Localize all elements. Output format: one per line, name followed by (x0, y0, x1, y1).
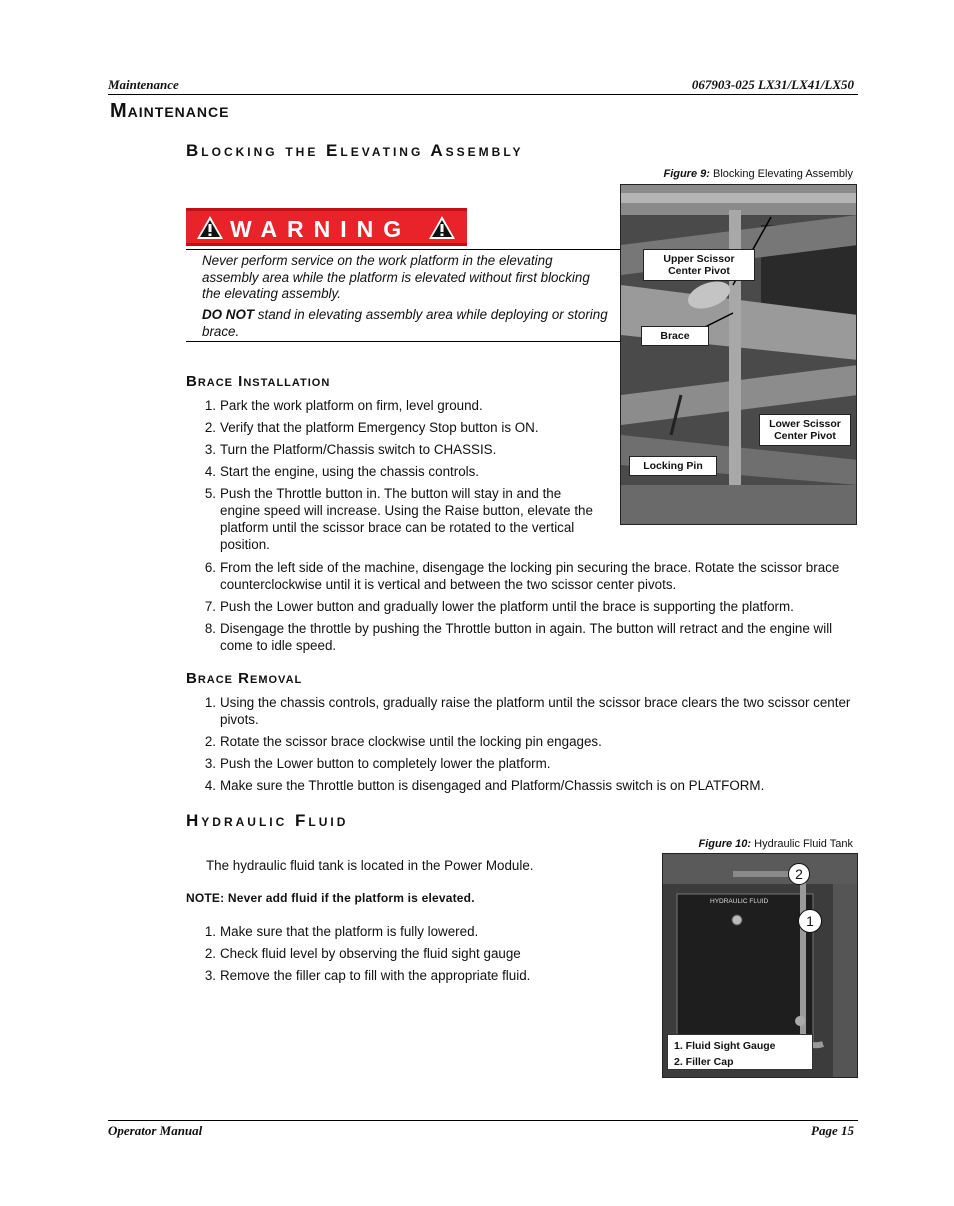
warning-label: WARNING (230, 216, 412, 242)
note-label: NOTE: (186, 891, 225, 905)
warning-top-rule (186, 249, 620, 250)
figure-10-number: Figure 10: (698, 838, 752, 850)
list-item: 3. Push the Lower button to completely lower the platform. (204, 756, 551, 771)
figure-9-caption (663, 168, 853, 180)
callout-2: 2 (788, 863, 810, 885)
list-item: 5. Push the Throttle button in. The button will stay in and the engine speed will increase. Using the Raise button, elevate the platform until the scissor brace can be rotated to the vertical position. (204, 486, 593, 552)
subsection-title-removal: Brace Removal (186, 670, 303, 687)
warning-text-2-rest: stand in elevating assembly area while deploying or storing brace. (202, 307, 608, 339)
warning-text-1: Never perform service on the work platform in the elevating assembly area while the platform is elevated without first blocking the elevating assembly. (202, 253, 590, 301)
removal-steps (204, 694, 860, 799)
section-title-hydraulic: Hydraulic Fluid (186, 811, 349, 830)
figure-10-photo (662, 853, 858, 1078)
hydraulic-note (186, 891, 475, 905)
footer-left: Operator Manual (108, 1123, 203, 1138)
label-upper-scissor-pivot: Upper Scissor Center Pivot (643, 249, 755, 281)
list-item: 8. Disengage the throttle by pushing the Throttle button in again. The button will retract and the engine will come to idle speed. (204, 621, 833, 653)
list-item: 4. Make sure the Throttle button is disengaged and Platform/Chassis switch is on PLATFORM. (204, 778, 765, 793)
section-title-blocking: Blocking the Elevating Assembly (186, 141, 524, 160)
list-item: 7. Push the Lower button and gradually lower the platform until the brace is supporting the platform. (204, 599, 794, 614)
list-item: 2. Rotate the scissor brace clockwise until the locking pin engages. (204, 734, 602, 749)
warning-do-not: DO NOT (202, 307, 255, 322)
list-item: 2. Check fluid level by observing the fluid sight gauge (204, 946, 521, 961)
list-item: 6. From the left side of the machine, disengage the locking pin securing the brace. Rotate the scissor brace counterclockwise until it is vertical and between the two scissor center pivots. (204, 560, 840, 592)
figure-10-legend (667, 1034, 813, 1070)
warning-banner (186, 208, 467, 246)
figure-10-caption (699, 838, 853, 850)
list-item: 2. Verify that the platform Emergency Stop button is ON. (204, 420, 539, 435)
legend-item: 1. Fluid Sight Gauge (674, 1040, 776, 1052)
figure-9-photo (620, 184, 857, 525)
hydraulic-steps (204, 923, 640, 989)
header-rule (108, 94, 858, 95)
footer-rule (108, 1120, 858, 1121)
label-lower-scissor-pivot: Lower Scissor Center Pivot (759, 414, 851, 446)
figure-10-title: Hydraulic Fluid Tank (751, 838, 853, 850)
tank-label: HYDRAULIC FLUID (710, 898, 769, 905)
install-steps-b (204, 559, 860, 659)
list-item: 1. Using the chassis controls, gradually raise the platform until the scissor brace clears the two scissor center pivots. (204, 695, 851, 727)
figure-9-title: Blocking Elevating Assembly (709, 168, 853, 180)
header-right: 067903-025 LX31/LX41/LX50 (691, 77, 854, 92)
warning-triangle-icon (427, 214, 457, 241)
warning-bottom-rule (186, 341, 620, 342)
label-brace: Brace (641, 326, 709, 346)
install-steps-a (204, 397, 605, 558)
list-item: 3. Turn the Platform/Chassis switch to CHASSIS. (204, 442, 497, 457)
list-item: 3. Remove the filler cap to fill with the appropriate fluid. (204, 968, 531, 983)
subsection-title-install: Brace Installation (186, 373, 331, 390)
list-item: 1. Make sure that the platform is fully lowered. (204, 924, 479, 939)
callout-1: 1 (798, 909, 822, 933)
header-left: Maintenance (108, 77, 179, 92)
warning-triangle-icon (195, 214, 225, 241)
hydraulic-intro: The hydraulic fluid tank is located in the Power Module. (206, 858, 534, 873)
warning-text-2 (202, 307, 612, 340)
note-text: Never add fluid if the platform is elevated. (224, 891, 475, 905)
label-locking-pin: Locking Pin (629, 456, 717, 476)
page-title: Maintenance (110, 100, 230, 122)
footer-right: Page 15 (811, 1123, 854, 1138)
figure-9-number: Figure 9: (663, 168, 710, 180)
legend-item: 2. Filler Cap (674, 1056, 734, 1068)
list-item: 1. Park the work platform on firm, level ground. (204, 398, 483, 413)
list-item: 4. Start the engine, using the chassis controls. (204, 464, 480, 479)
